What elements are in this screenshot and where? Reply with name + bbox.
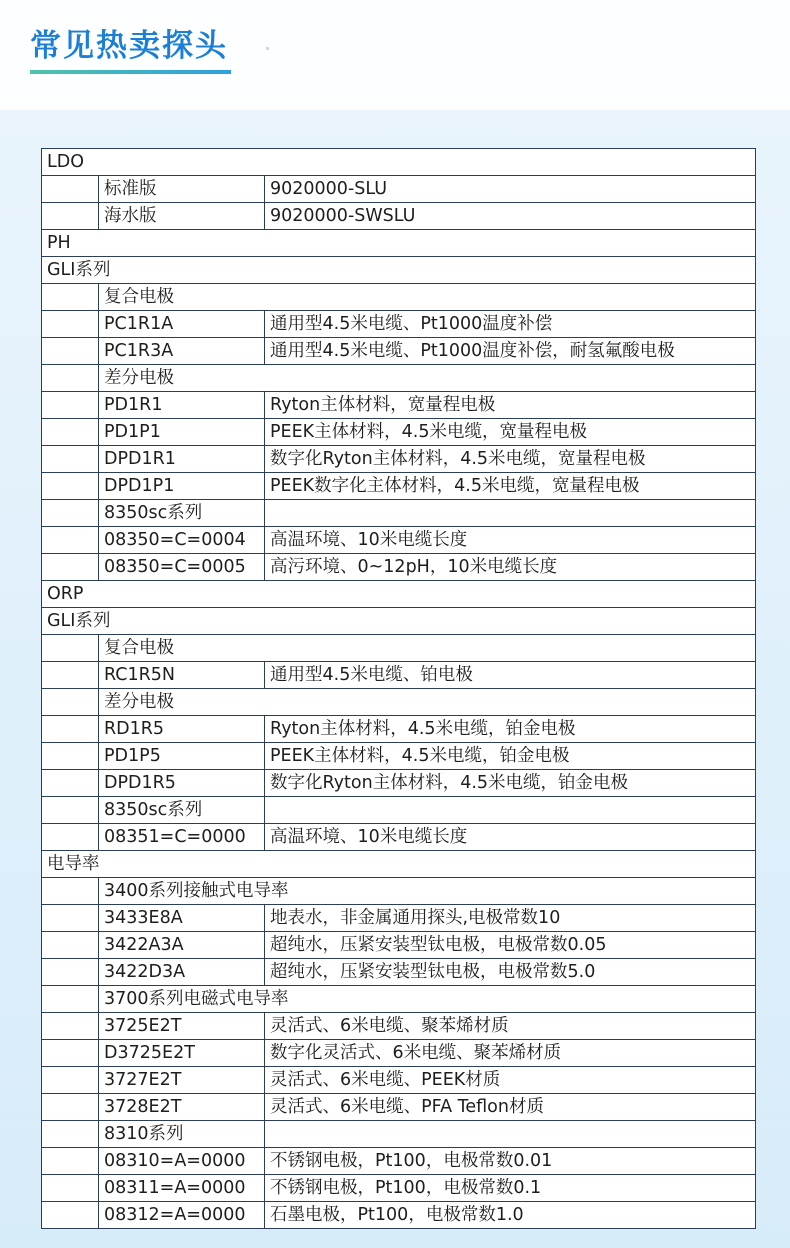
model-cell: PC1R3A xyxy=(99,338,265,365)
indent-cell xyxy=(42,662,99,689)
table-row-item xyxy=(42,662,756,689)
indent-cell xyxy=(42,311,99,338)
indent-cell xyxy=(42,203,99,230)
table-row-item xyxy=(42,959,756,986)
indent-cell xyxy=(42,554,99,581)
description-cell: 通用型4.5米电缆、Pt1000温度补偿 xyxy=(265,311,756,338)
description-cell: 灵活式、6米电缆、PEEK材质 xyxy=(265,1067,756,1094)
description-cell xyxy=(265,1121,756,1148)
table-row-item xyxy=(42,824,756,851)
indent-cell xyxy=(42,446,99,473)
description-cell: 石墨电极，Pt100，电极常数1.0 xyxy=(265,1202,756,1229)
indent-cell xyxy=(42,689,99,716)
table-row-item xyxy=(42,1175,756,1202)
subsection-cell: 差分电极 xyxy=(99,689,756,716)
section-cell: 电导率 xyxy=(42,851,756,878)
model-cell: DPD1R1 xyxy=(99,446,265,473)
description-cell xyxy=(265,797,756,824)
model-cell: 3725E2T xyxy=(99,1013,265,1040)
table-row-item xyxy=(42,797,756,824)
indent-cell xyxy=(42,338,99,365)
indent-cell xyxy=(42,743,99,770)
model-cell: DPD1R5 xyxy=(99,770,265,797)
indent-cell xyxy=(42,797,99,824)
indent-cell xyxy=(42,284,99,311)
page-title: 常见热卖探头 xyxy=(30,28,228,64)
indent-cell xyxy=(42,878,99,905)
table-row-item xyxy=(42,1148,756,1175)
description-cell: Ryton主体材料，4.5米电缆，铂金电极 xyxy=(265,716,756,743)
indent-cell xyxy=(42,1121,99,1148)
subsection-cell: 3400系列接触式电导率 xyxy=(99,878,756,905)
description-cell: PEEK主体材料，4.5米电缆，铂金电极 xyxy=(265,743,756,770)
table-row-section xyxy=(42,257,756,284)
model-cell: 08350=C=0004 xyxy=(99,527,265,554)
description-cell: 灵活式、6米电缆、PFA Teflon材质 xyxy=(265,1094,756,1121)
table-row-item xyxy=(42,743,756,770)
table-row-item xyxy=(42,203,756,230)
indent-cell xyxy=(42,527,99,554)
description-cell: 通用型4.5米电缆、Pt1000温度补偿，耐氢氟酸电极 xyxy=(265,338,756,365)
description-cell: 9020000-SWSLU xyxy=(265,203,756,230)
model-cell: PD1R1 xyxy=(99,392,265,419)
table-row-section xyxy=(42,230,756,257)
description-cell: 数字化灵活式、6米电缆、聚苯烯材质 xyxy=(265,1040,756,1067)
section-cell: GLI系列 xyxy=(42,608,756,635)
subsection-cell: 差分电极 xyxy=(99,365,756,392)
model-cell: RD1R5 xyxy=(99,716,265,743)
table-row-sub xyxy=(42,689,756,716)
table-row-item xyxy=(42,446,756,473)
description-cell: 超纯水，压紧安装型钛电极，电极常数0.05 xyxy=(265,932,756,959)
model-cell: 3433E8A xyxy=(99,905,265,932)
description-cell: 超纯水，压紧安装型钛电极，电极常数5.0 xyxy=(265,959,756,986)
indent-cell xyxy=(42,392,99,419)
table-row-item xyxy=(42,905,756,932)
table-row-section xyxy=(42,149,756,176)
model-cell: 08312=A=0000 xyxy=(99,1202,265,1229)
section-cell: PH xyxy=(42,230,756,257)
table-row-item xyxy=(42,392,756,419)
model-cell: 3422A3A xyxy=(99,932,265,959)
indent-cell xyxy=(42,419,99,446)
table-row-item xyxy=(42,338,756,365)
table-row-item xyxy=(42,1013,756,1040)
model-cell: PD1P5 xyxy=(99,743,265,770)
header xyxy=(0,0,790,110)
model-cell: 3422D3A xyxy=(99,959,265,986)
description-cell: 高污环境、0~12pH，10米电缆长度 xyxy=(265,554,756,581)
subsection-cell: 3700系列电磁式电导率 xyxy=(99,986,756,1013)
probe-table xyxy=(41,148,756,1229)
table-row-item xyxy=(42,1067,756,1094)
table-row-item xyxy=(42,1040,756,1067)
subsection-cell: 复合电极 xyxy=(99,284,756,311)
description-cell: PEEK主体材料，4.5米电缆，宽量程电极 xyxy=(265,419,756,446)
table-row-item xyxy=(42,500,756,527)
table-row-section xyxy=(42,581,756,608)
indent-cell xyxy=(42,365,99,392)
indent-cell xyxy=(42,500,99,527)
section-cell: GLI系列 xyxy=(42,257,756,284)
indent-cell xyxy=(42,1040,99,1067)
description-cell: 高温环境、10米电缆长度 xyxy=(265,527,756,554)
indent-cell xyxy=(42,716,99,743)
indent-cell xyxy=(42,1067,99,1094)
table-row-sub xyxy=(42,635,756,662)
indent-cell xyxy=(42,986,99,1013)
model-cell: DPD1P1 xyxy=(99,473,265,500)
table-row-sub xyxy=(42,365,756,392)
model-cell: 8350sc系列 xyxy=(99,797,265,824)
description-cell: 通用型4.5米电缆、铂电极 xyxy=(265,662,756,689)
model-cell: 8310系列 xyxy=(99,1121,265,1148)
description-cell: 数字化Ryton主体材料，4.5米电缆，铂金电极 xyxy=(265,770,756,797)
model-cell: 8350sc系列 xyxy=(99,500,265,527)
table-row-item xyxy=(42,932,756,959)
table-row-item xyxy=(42,527,756,554)
table-body xyxy=(42,149,756,1229)
table-row-item xyxy=(42,716,756,743)
title-underline xyxy=(30,70,231,74)
subsection-cell: 复合电极 xyxy=(99,635,756,662)
table-row-section xyxy=(42,851,756,878)
model-cell: D3725E2T xyxy=(99,1040,265,1067)
description-cell: 不锈钢电极，Pt100，电极常数0.01 xyxy=(265,1148,756,1175)
indent-cell xyxy=(42,176,99,203)
section-cell: ORP xyxy=(42,581,756,608)
model-cell: 08310=A=0000 xyxy=(99,1148,265,1175)
model-cell: RC1R5N xyxy=(99,662,265,689)
table-row-item xyxy=(42,419,756,446)
table-row-item xyxy=(42,311,756,338)
model-cell: 08311=A=0000 xyxy=(99,1175,265,1202)
table-row-section xyxy=(42,608,756,635)
model-cell: PD1P1 xyxy=(99,419,265,446)
table-row-sub xyxy=(42,284,756,311)
table-row-item xyxy=(42,176,756,203)
indent-cell xyxy=(42,635,99,662)
section-cell: LDO xyxy=(42,149,756,176)
indent-cell xyxy=(42,1202,99,1229)
table-row-sub xyxy=(42,878,756,905)
indent-cell xyxy=(42,905,99,932)
description-cell: Ryton主体材料，宽量程电极 xyxy=(265,392,756,419)
model-cell: 08351=C=0000 xyxy=(99,824,265,851)
description-cell: 高温环境、10米电缆长度 xyxy=(265,824,756,851)
indent-cell xyxy=(42,824,99,851)
description-cell: 地表水，非金属通用探头,电极常数10 xyxy=(265,905,756,932)
indent-cell xyxy=(42,1094,99,1121)
description-cell: 数字化Ryton主体材料，4.5米电缆，宽量程电极 xyxy=(265,446,756,473)
description-cell: 9020000-SLU xyxy=(265,176,756,203)
indent-cell xyxy=(42,770,99,797)
model-cell: 08350=C=0005 xyxy=(99,554,265,581)
model-cell: 海水版 xyxy=(99,203,265,230)
model-cell: 3727E2T xyxy=(99,1067,265,1094)
table-row-item xyxy=(42,1094,756,1121)
table-row-item xyxy=(42,770,756,797)
model-cell: 3728E2T xyxy=(99,1094,265,1121)
indent-cell xyxy=(42,1013,99,1040)
indent-cell xyxy=(42,1148,99,1175)
table-row-item xyxy=(42,1121,756,1148)
indent-cell xyxy=(42,1175,99,1202)
table-row-sub xyxy=(42,986,756,1013)
description-cell: 不锈钢电极，Pt100，电极常数0.1 xyxy=(265,1175,756,1202)
description-cell: PEEK数字化主体材料，4.5米电缆，宽量程电极 xyxy=(265,473,756,500)
table-row-item xyxy=(42,554,756,581)
indent-cell xyxy=(42,959,99,986)
model-cell: PC1R1A xyxy=(99,311,265,338)
model-cell: 标准版 xyxy=(99,176,265,203)
indent-cell xyxy=(42,473,99,500)
description-cell: 灵活式、6米电缆、聚苯烯材质 xyxy=(265,1013,756,1040)
indent-cell xyxy=(42,932,99,959)
table-row-item xyxy=(42,473,756,500)
description-cell xyxy=(265,500,756,527)
table-row-item xyxy=(42,1202,756,1229)
decorative-dot xyxy=(266,47,269,50)
